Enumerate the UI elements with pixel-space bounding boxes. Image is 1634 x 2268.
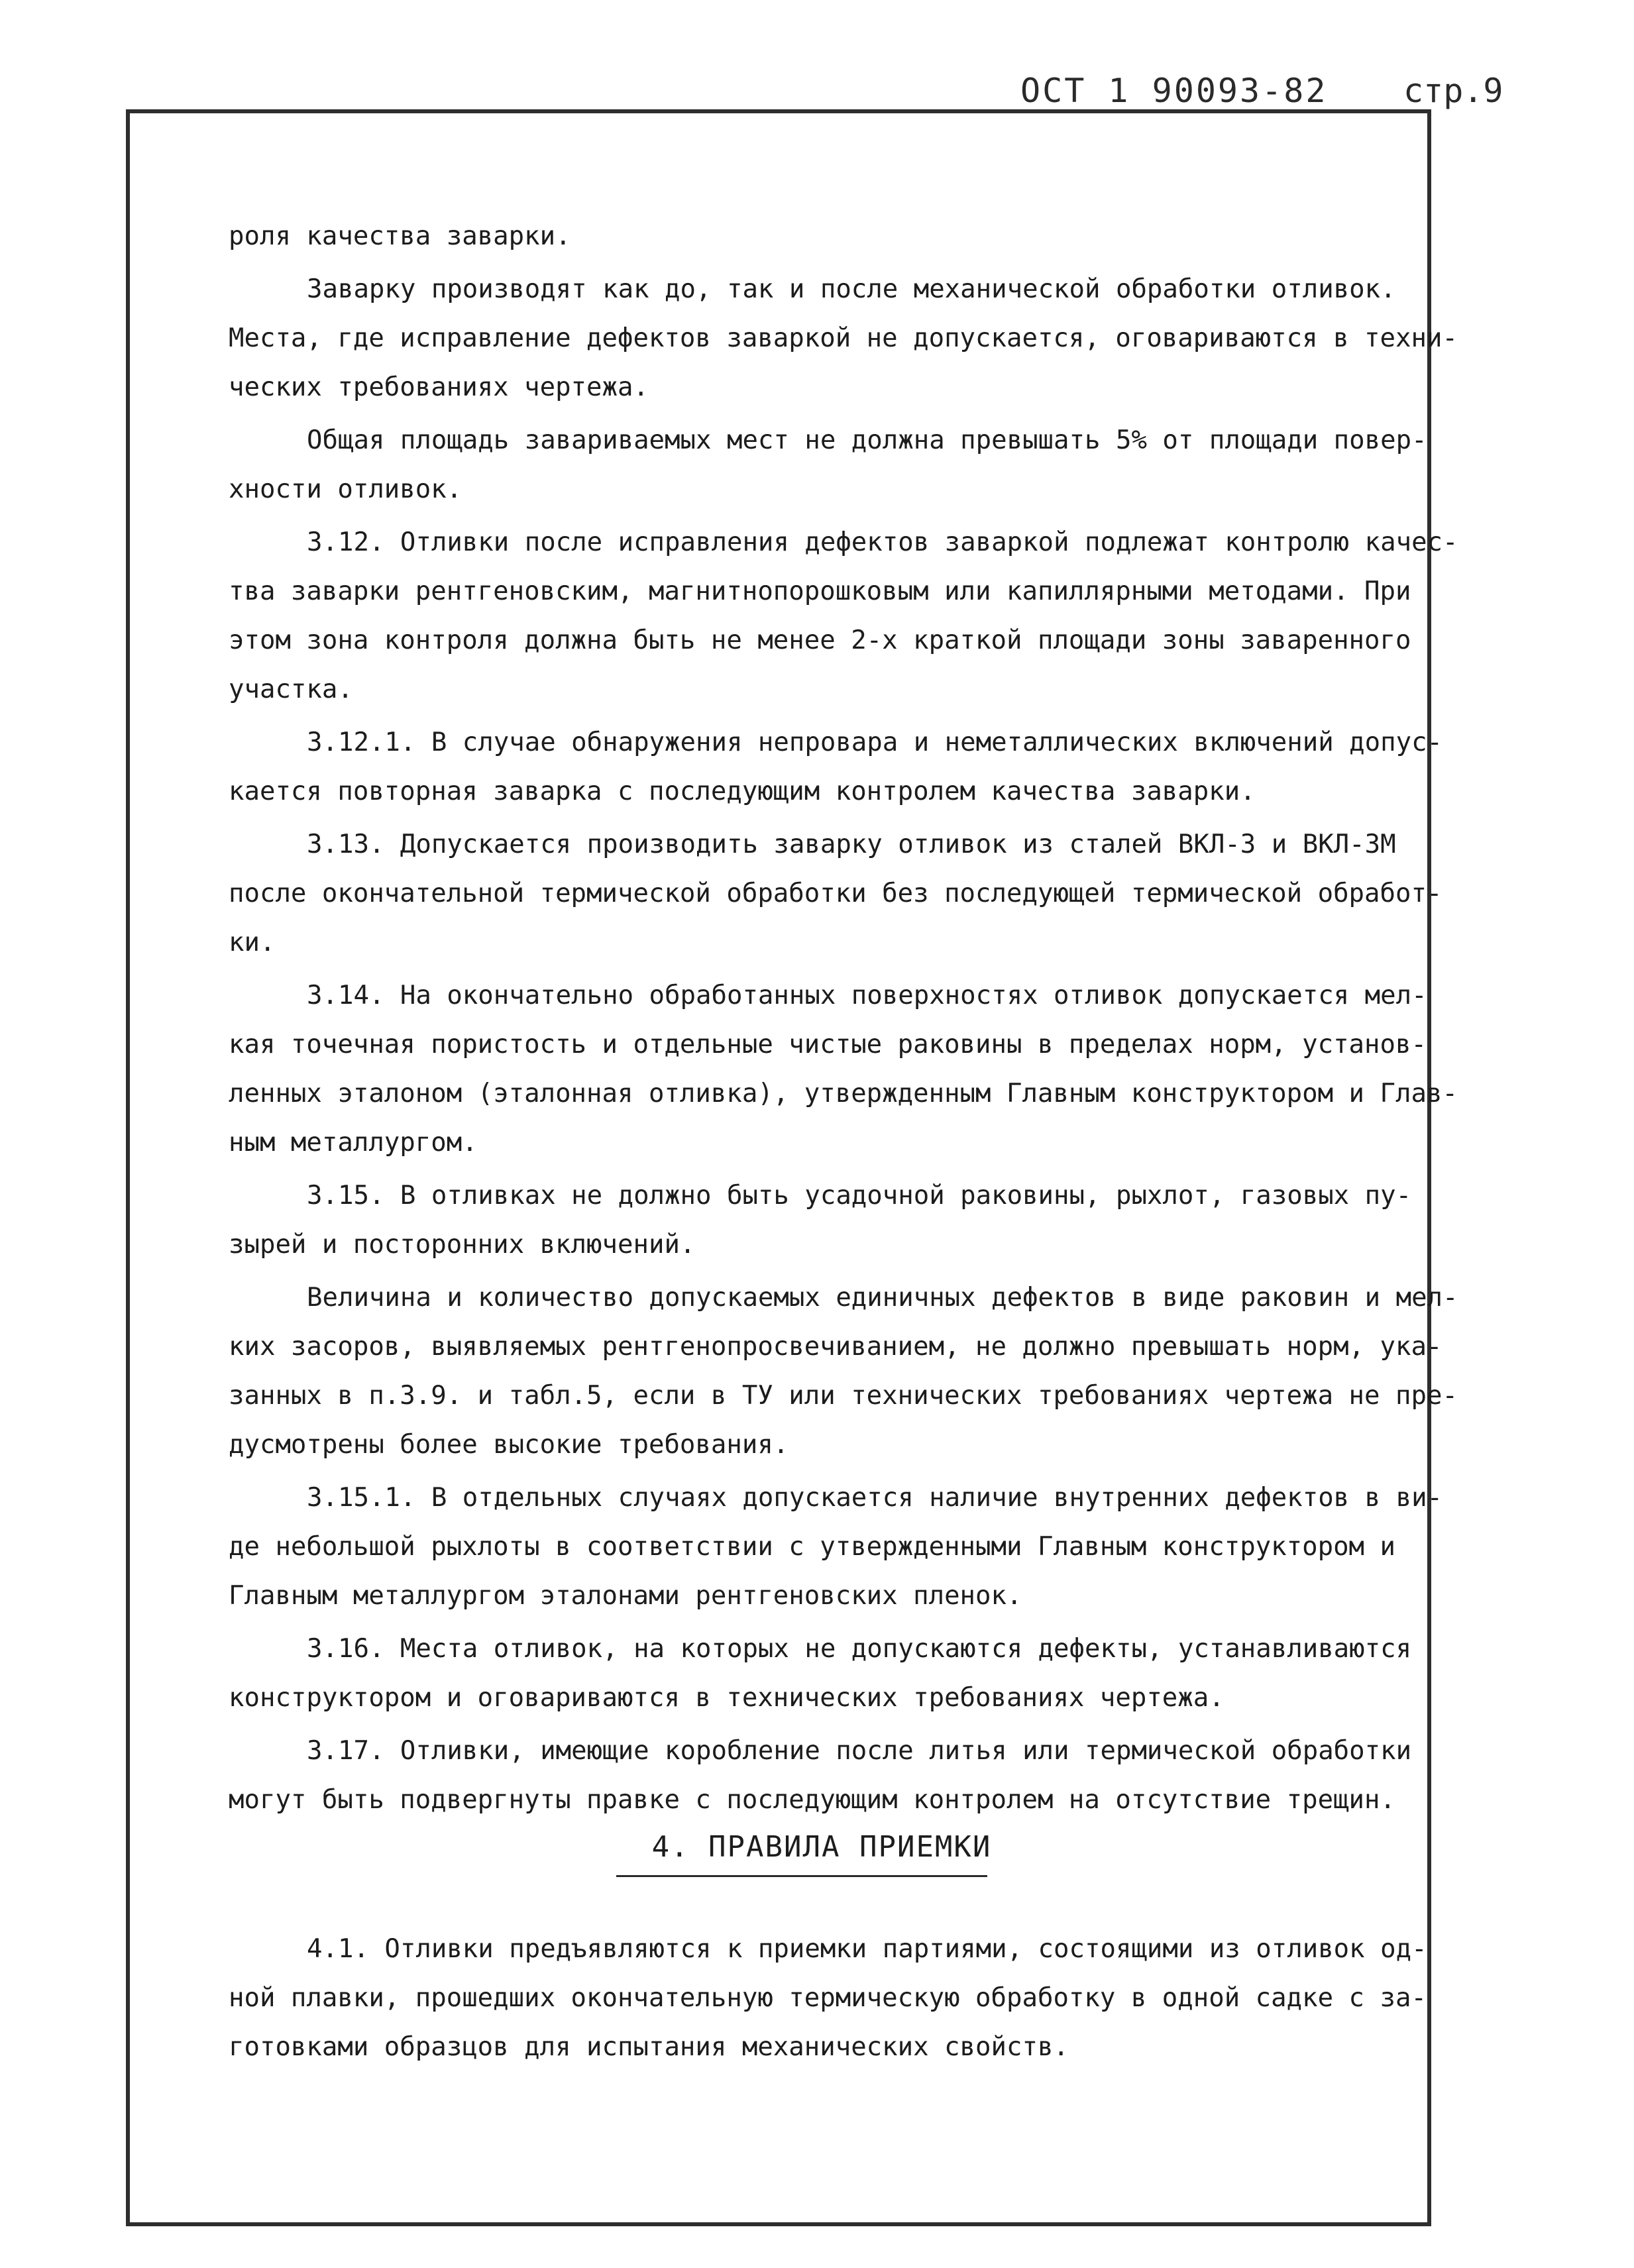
text-line: Величина и количество допускаемых единичных дефектов в виде раковин и мел-: [307, 1283, 1458, 1313]
text-line: кается повторная заварка с последующим контролем качества заварки.: [229, 777, 1256, 806]
text-line: Заварку производят как до, так и после механической обработки отливок.: [307, 274, 1396, 304]
text-line: де небольшой рыхлоты в соответствии с утвержденными Главным конструктором и: [229, 1532, 1395, 1562]
text-line: ной плавки, прошедших окончательную термическую обработку в одной садке с за-: [229, 1983, 1427, 2013]
text-line: тва заварки рентгеновским, магнитнопорошковым или капиллярными методами. При: [229, 576, 1411, 606]
clause-3-12-1: 3.12.1. В случае обнаружения непровара и неметаллических включений допус-: [307, 728, 1443, 757]
page-number: стр.9: [1403, 72, 1503, 110]
text-line: кая точечная пористость и отдельные чистые раковины в пределах норм, установ-: [229, 1030, 1427, 1059]
clause-3-14: 3.14. На окончательно обработанных поверхностях отливок допускается мел-: [307, 981, 1427, 1010]
text-line: конструктором и оговариваются в технических требованиях чертежа.: [229, 1683, 1225, 1713]
text-line: могут быть подвергнуты правке с последующим контролем на отсутствие трещин.: [229, 1785, 1395, 1815]
text-line: после окончательной термической обработки без последующей термической обработ-: [229, 879, 1443, 908]
text-line: Места, где исправление дефектов заваркой не допускается, оговариваются в техни-: [229, 323, 1458, 353]
text-line: ких засоров, выявляемых рентгенопросвечиванием, не должно превышать норм, ука-: [229, 1332, 1443, 1362]
text-line: этом зона контроля должна быть не менее 2-х краткой площади зоны заваренного: [229, 625, 1411, 655]
section-underline: [616, 1875, 987, 1877]
clause-3-16: 3.16. Места отливок, на которых не допускаются дефекты, устанавливаются: [307, 1634, 1412, 1664]
document-number: ОСТ 1 90093-82: [1020, 72, 1328, 110]
text-line: дусмотрены более высокие требования.: [229, 1430, 789, 1460]
text-line: ленных эталоном (эталонная отливка), утвержденным Главным конструктором и Глав-: [229, 1079, 1458, 1108]
text-line: роля качества заварки.: [229, 221, 571, 251]
clause-3-15: 3.15. В отливках не должно быть усадочной раковины, рыхлот, газовых пу-: [307, 1181, 1412, 1211]
text-line: ки.: [229, 928, 276, 957]
text-line: участка.: [229, 675, 353, 704]
text-line: хности отливок.: [229, 474, 463, 504]
text-line: готовками образцов для испытания механических свойств.: [229, 2032, 1069, 2062]
text-line: Главным металлургом эталонами рентгеновских пленок.: [229, 1581, 1022, 1611]
document-body: [229, 212, 1458, 1825]
clause-3-13: 3.13. Допускается производить заварку отливок из сталей ВКЛ-3 и ВКЛ-3М: [307, 830, 1396, 859]
clause-3-17: 3.17. Отливки, имеющие коробление после литья или термической обработки: [307, 1736, 1412, 1766]
text-line: занных в п.3.9. и табл.5, если в ТУ или технических требованиях чертежа не пре-: [229, 1381, 1458, 1411]
clause-3-15-1: 3.15.1. В отдельных случаях допускается наличие внутренних дефектов в ви-: [307, 1483, 1443, 1513]
text-line: Общая площадь завариваемых мест не должна превышать 5% от площади повер-: [307, 425, 1427, 455]
text-line: зырей и посторонних включений.: [229, 1230, 696, 1260]
clause-3-12: 3.12. Отливки после исправления дефектов заваркой подлежат контролю качес-: [307, 527, 1458, 557]
clause-4-1: 4.1. Отливки предъявляются к приемки партиями, состоящими из отливок од-: [307, 1934, 1427, 1964]
text-line: ческих требованиях чертежа.: [229, 372, 649, 402]
text-line: ным металлургом.: [229, 1128, 478, 1158]
section-4-body: [229, 1925, 1427, 2072]
section-title: 4. ПРАВИЛА ПРИЕМКИ: [651, 1830, 992, 1864]
